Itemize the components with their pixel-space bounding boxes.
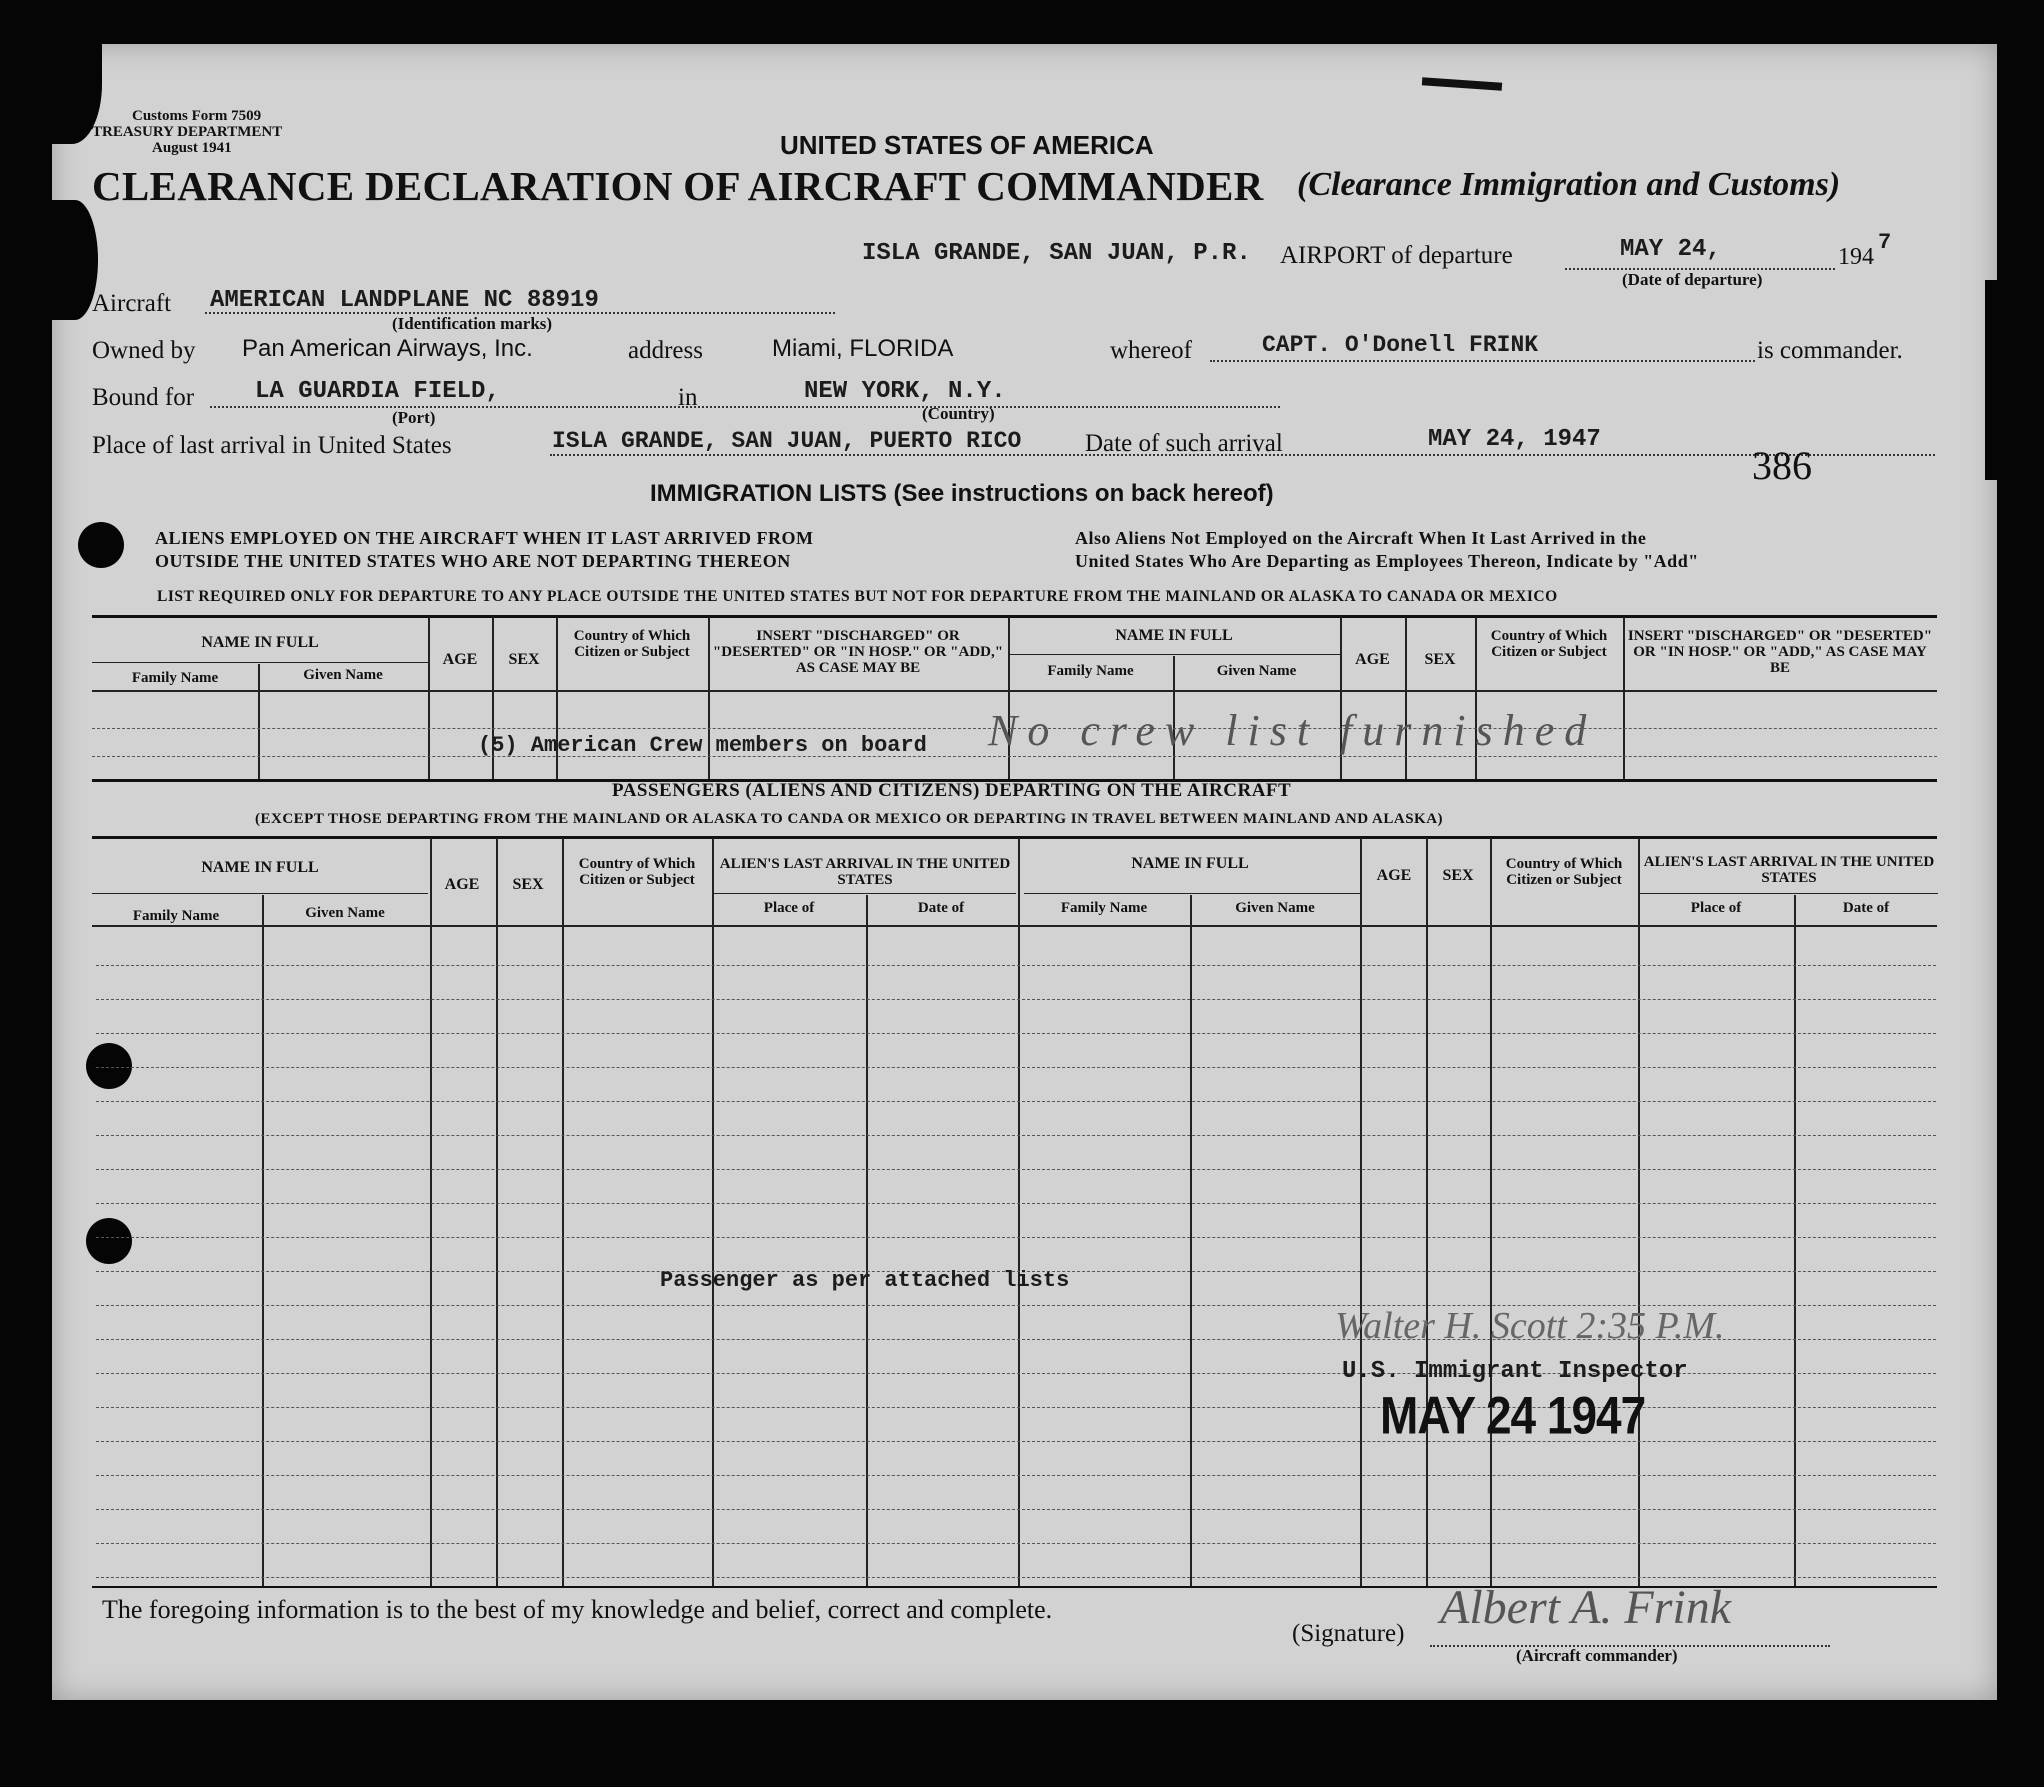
aliens-note-2: OUTSIDE THE UNITED STATES WHO ARE NOT DEPARTING THEREON <box>155 551 791 571</box>
passenger-heading: PASSENGERS (ALIENS AND CITIZENS) DEPARTING ON THE AIRCRAFT <box>612 780 1292 801</box>
passenger-table-divider <box>430 838 432 1586</box>
punch-hole <box>78 522 124 568</box>
aircraft-value: AMERICAN LANDPLANE NC 88919 <box>210 287 599 314</box>
passenger-country-header-right: Country of Which Citizen or Subject <box>1505 856 1623 888</box>
aliens-note-1: ALIENS EMPLOYED ON THE AIRCRAFT WHEN IT LAST ARRIVED FROM <box>155 528 814 548</box>
aircraft-caption: (Identification marks) <box>392 314 553 333</box>
passenger-row-line <box>96 1203 1936 1204</box>
passenger-given-name-header-right: Given Name <box>1235 900 1315 916</box>
crew-insert-header-right: INSERT "DISCHARGED" OR "DESERTED" OR "IN HOSP." OR "ADD," AS CASE MAY BE <box>1627 628 1933 676</box>
crew-given-name-header-right: Given Name <box>1216 663 1297 679</box>
crew-handwritten-entry: No crew list furnished <box>988 706 1597 755</box>
list-required-note: LIST REQUIRED ONLY FOR DEPARTURE TO ANY PLACE OUTSIDE THE UNITED STATES BUT NOT FOR DEPARTURE FROM THE MAINLAND OR ALASKA TO CANADA OR MEXICO <box>157 588 1558 605</box>
passenger-subheader-line <box>1024 893 1360 894</box>
document-number: 386 <box>1752 443 1812 488</box>
crew-typed-entry: (5) American Crew members on board <box>478 733 927 758</box>
bound-label: Bound for <box>92 384 195 411</box>
airport-label: AIRPORT of departure <box>1280 242 1513 269</box>
passenger-age-header-right: AGE <box>1376 867 1412 884</box>
passenger-subheader-line <box>714 893 1016 894</box>
inspector-title: U.S. Immigrant Inspector <box>1342 1358 1688 1385</box>
passenger-table-divider <box>496 838 498 1586</box>
port-caption: (Port) <box>392 408 436 427</box>
passenger-table-top <box>92 836 1937 839</box>
crew-family-name-header: Family Name <box>131 670 219 686</box>
passenger-family-name-header: Family Name <box>132 908 220 924</box>
passenger-sex-header: SEX <box>512 876 544 893</box>
owner-value: Pan American Airways, Inc. <box>242 335 533 362</box>
passenger-age-header: AGE <box>444 876 480 893</box>
passenger-table-divider <box>712 838 714 1586</box>
passenger-table-divider <box>1490 838 1492 1586</box>
crew-subheader-line <box>1008 654 1340 655</box>
aliens-note-4: United States Who Are Departing as Employees Thereon, Indicate by "Add" <box>1075 551 1699 571</box>
passenger-row-line <box>96 1475 1936 1476</box>
aliens-note-3: Also Aliens Not Employed on the Aircraft When It Last Arrived in the <box>1075 528 1647 548</box>
passenger-subheader-line <box>92 893 428 894</box>
department: TREASURY DEPARTMENT <box>92 124 283 140</box>
form-number: Customs Form 7509 <box>132 108 262 124</box>
passenger-sex-header-right: SEX <box>1442 867 1474 884</box>
passenger-row-line <box>96 1067 1936 1068</box>
whereof-label: whereof <box>1110 337 1192 364</box>
crew-table-divider <box>428 617 430 779</box>
passenger-row-line <box>96 999 1936 1000</box>
signature-caption: (Aircraft commander) <box>1516 1646 1678 1665</box>
passenger-subheader-line <box>1638 893 1938 894</box>
port-value: LA GUARDIA FIELD, <box>255 378 500 405</box>
passenger-country-header: Country of Which Citizen or Subject <box>578 856 696 888</box>
arrival-date-value: MAY 24, 1947 <box>1428 426 1601 453</box>
punch-hole <box>86 1043 132 1089</box>
aircraft-label: Aircraft <box>92 290 172 317</box>
passenger-given-name-header: Given Name <box>305 905 385 921</box>
country-caption: (Country) <box>922 404 995 423</box>
crew-insert-header: INSERT "DISCHARGED" OR "DESERTED" OR "IN HOSP." OR "ADD," AS CASE MAY BE <box>712 628 1004 676</box>
passenger-row-line <box>96 965 1936 966</box>
last-arrival-value: ISLA GRANDE, SAN JUAN, PUERTO RICO <box>552 428 1022 454</box>
year-suffix: 7 <box>1878 230 1892 255</box>
bound-line <box>210 406 1280 408</box>
inspector-signature: Walter H. Scott 2:35 P.M. <box>1335 1305 1725 1347</box>
crew-name-header-right: NAME IN FULL <box>1115 627 1233 644</box>
passenger-header-bottom <box>92 925 1937 927</box>
torn-edge <box>1985 280 2005 480</box>
date-stamp: MAY 24 1947 <box>1380 1385 1646 1445</box>
passenger-place-header-right: Place of <box>1690 900 1742 916</box>
passenger-table-divider <box>1426 838 1428 1586</box>
owner-line <box>1210 360 1755 362</box>
crew-given-name-header: Given Name <box>303 667 383 683</box>
date-caption: (Date of departure) <box>1622 270 1763 289</box>
passenger-table-divider <box>1360 838 1362 1586</box>
crew-country-header: Country of Which Citizen or Subject <box>573 628 691 660</box>
passenger-name-header: NAME IN FULL <box>201 859 319 876</box>
airport-value: ISLA GRANDE, SAN JUAN, P.R. <box>862 240 1251 267</box>
page-subtitle: (Clearance Immigration and Customs) <box>1297 166 1841 203</box>
commander-label: is commander. <box>1757 337 1903 364</box>
crew-table-top <box>92 615 1937 618</box>
passenger-row-line <box>96 1033 1936 1034</box>
punch-hole <box>86 1218 132 1264</box>
immigration-heading: IMMIGRATION LISTS (See instructions on back hereof) <box>650 480 1274 507</box>
passenger-row-line <box>96 1407 1936 1408</box>
passenger-table-divider <box>1018 838 1020 1586</box>
crew-table-divider <box>1623 617 1625 779</box>
crew-name-header: NAME IN FULL <box>201 634 319 651</box>
arrival-line <box>550 454 1935 456</box>
passenger-row-line <box>96 1169 1936 1170</box>
arrival-date-label: Date of such arrival <box>1085 430 1283 457</box>
crew-age-header: AGE <box>442 651 478 668</box>
crew-family-name-header-right: Family Name <box>1047 663 1134 679</box>
passenger-row-line <box>96 1237 1936 1238</box>
page-title: CLEARANCE DECLARATION OF AIRCRAFT COMMANDER <box>92 163 1264 209</box>
passenger-row-line <box>96 1135 1936 1136</box>
passenger-row-line <box>96 1543 1936 1544</box>
passenger-arrival-header: ALIEN'S LAST ARRIVAL IN THE UNITED STATES <box>719 856 1011 888</box>
crew-header-bottom <box>92 690 1937 692</box>
commander-value: CAPT. O'Donell FRINK <box>1262 332 1539 358</box>
form-date: August 1941 <box>152 140 232 156</box>
crew-row-line <box>92 756 1937 757</box>
crew-country-header-right: Country of Which Citizen or Subject <box>1490 628 1608 660</box>
passenger-row-line <box>96 1509 1936 1510</box>
crew-sex-header: SEX <box>508 651 540 668</box>
crew-age-header-right: AGE <box>1355 651 1390 668</box>
passenger-subheading: (EXCEPT THOSE DEPARTING FROM THE MAINLAND OR ALASKA TO CANDA OR MEXICO OR DEPARTING IN TRAVEL BETWEEN MAINLAND AND ALASKA) <box>255 811 1444 827</box>
crew-subheader-line <box>92 662 428 663</box>
owner-label: Owned by <box>92 337 196 364</box>
passenger-family-name-header-right: Family Name <box>1060 900 1148 916</box>
in-label: in <box>678 384 698 411</box>
passenger-typed-entry: Passenger as per attached lists <box>660 1268 1070 1293</box>
address-label: address <box>628 337 703 364</box>
crew-sex-header-right: SEX <box>1424 651 1456 668</box>
passenger-date-header-right: Date of <box>1842 900 1890 916</box>
passenger-row-line <box>96 1441 1936 1442</box>
address-value: Miami, FLORIDA <box>772 335 954 362</box>
last-arrival-label: Place of last arrival in United States <box>92 432 452 459</box>
passenger-arrival-header-right: ALIEN'S LAST ARRIVAL IN THE UNITED STATES <box>1643 854 1935 886</box>
passenger-table-divider <box>562 838 564 1586</box>
passenger-row-line <box>96 1577 1936 1578</box>
departure-date: MAY 24, <box>1620 236 1721 263</box>
passenger-name-header-right: NAME IN FULL <box>1131 855 1249 872</box>
signature-label: (Signature) <box>1292 1620 1405 1647</box>
country-value: NEW YORK, N.Y. <box>804 378 1006 405</box>
passenger-place-header: Place of <box>763 900 815 916</box>
certification-statement: The foregoing information is to the best of my knowledge and belief, correct and complete. <box>102 1595 1053 1624</box>
passenger-row-line <box>96 1101 1936 1102</box>
passenger-date-header: Date of <box>917 900 965 916</box>
country-heading: UNITED STATES OF AMERICA <box>780 130 1154 160</box>
year-prefix: 194 <box>1838 244 1874 270</box>
commander-signature: Albert A. Frink <box>1440 1581 1732 1634</box>
passenger-table-divider <box>1638 838 1640 1586</box>
